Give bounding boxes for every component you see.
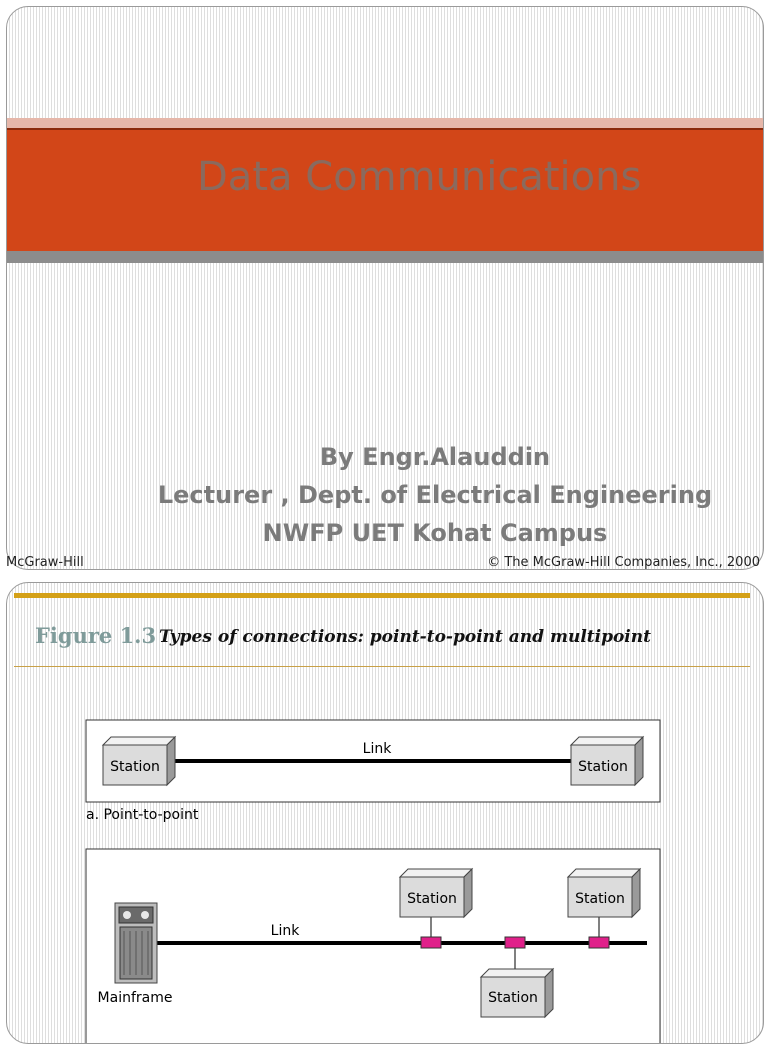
multipoint-station-2	[481, 969, 553, 1017]
footer-copyright: © The McGraw-Hill Companies, Inc., 2000	[487, 555, 760, 570]
figure-caption: Types of connections: point-to-point and multipoint	[159, 627, 651, 647]
p2p-station-left	[103, 737, 175, 785]
p2p-caption: a. Point-to-point	[86, 807, 199, 823]
connections-diagram	[7, 583, 763, 1043]
mainframe-icon	[115, 903, 157, 983]
mainframe-label: Mainframe	[97, 990, 173, 1006]
author-line: By Engr.Alauddin	[319, 443, 551, 471]
multipoint-station-3-label: Station	[575, 891, 625, 907]
figure-slide	[6, 582, 764, 1044]
p2p-station-right	[571, 737, 643, 785]
tap-connector-3	[589, 937, 609, 948]
multipoint-station-3	[568, 869, 640, 917]
title-band-shadow	[7, 251, 763, 263]
position-line: Lecturer , Dept. of Electrical Engineering	[157, 481, 713, 509]
p2p-link-label: Link	[362, 741, 392, 757]
title-slide	[6, 6, 764, 570]
slide-title: Data Communications	[197, 154, 642, 200]
figure-number: Figure 1.3	[35, 623, 157, 648]
tap-connector-2	[505, 937, 525, 948]
multipoint-link-label: Link	[270, 923, 300, 939]
title-band-highlight	[7, 118, 763, 128]
multipoint-station-2-label: Station	[488, 990, 538, 1006]
multipoint-station-1-label: Station	[407, 891, 457, 907]
p2p-station-left-label: Station	[110, 759, 160, 775]
tap-connector-1	[421, 937, 441, 948]
multipoint-station-1	[400, 869, 472, 917]
campus-line: NWFP UET Kohat Campus	[262, 519, 608, 547]
footer-publisher: McGraw-Hill	[6, 555, 84, 570]
p2p-station-right-label: Station	[578, 759, 628, 775]
